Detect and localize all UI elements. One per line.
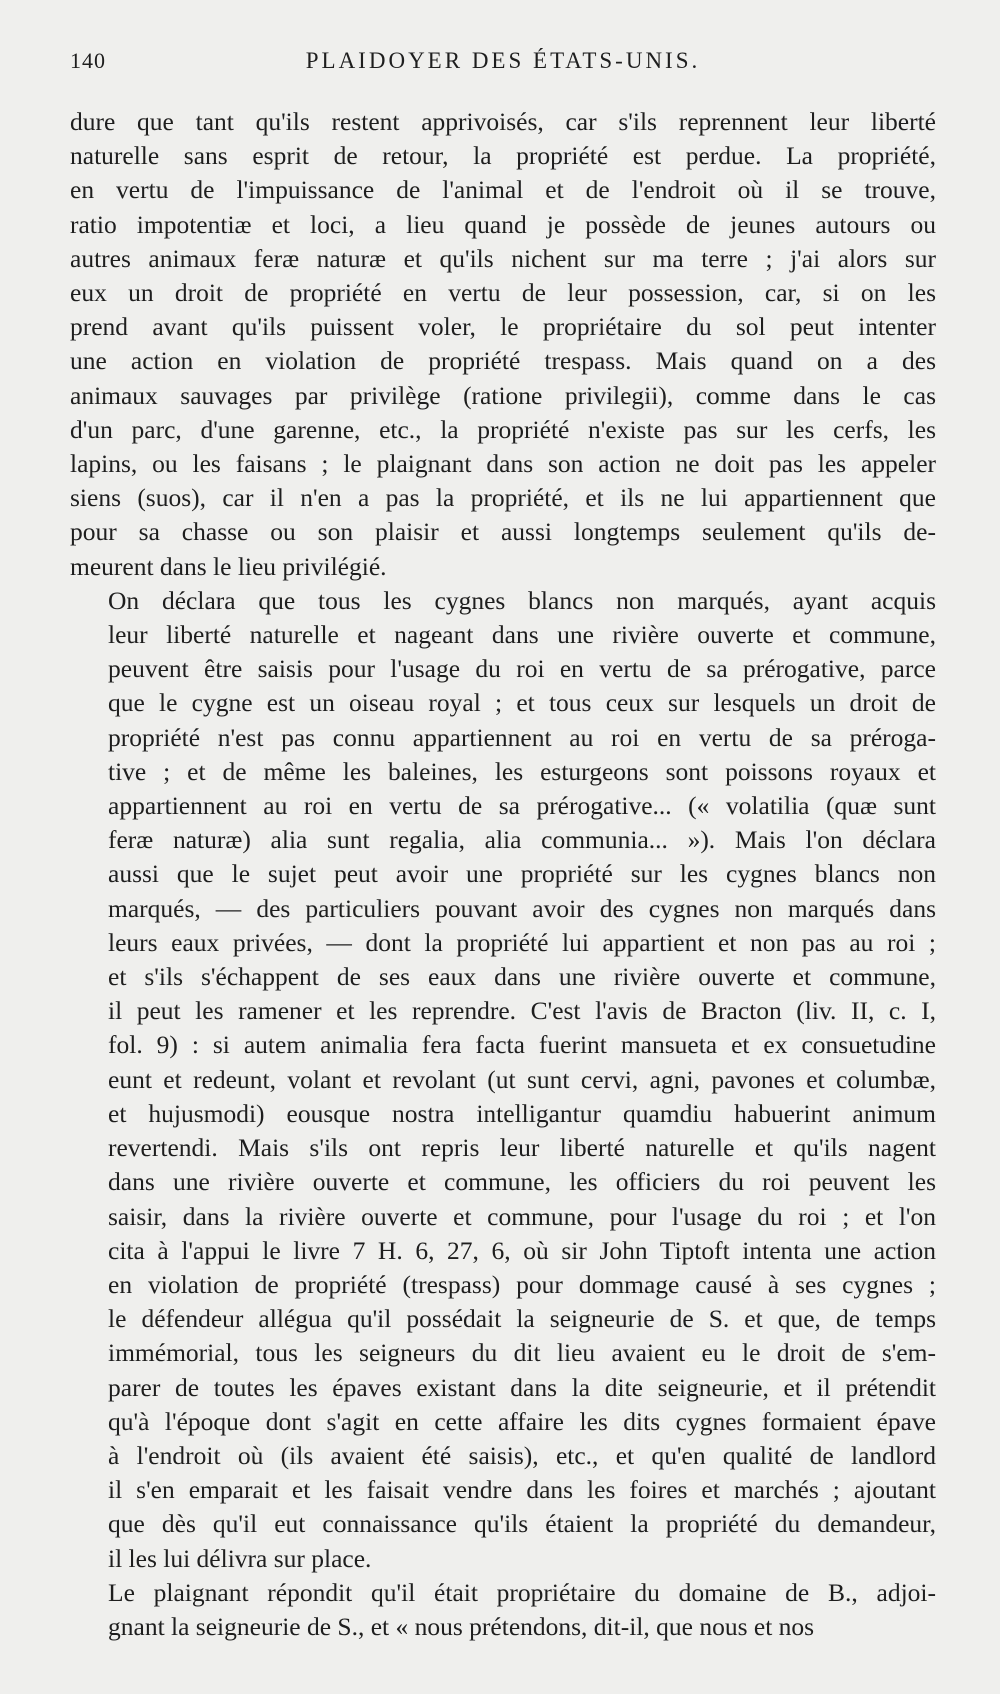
text-line: à l'endroit où (ils avaient été saisis), etc., et qu'en qualité de landlord [108, 1440, 936, 1470]
text-line: il les lui délivra sur place. [108, 1543, 372, 1573]
text-line: que dès qu'il eut connaissance qu'ils étaient la propriété du demandeur, [108, 1509, 936, 1539]
text-line: revertendi. Mais s'ils ont repris leur liberté naturelle et qu'ils nagent [108, 1133, 936, 1163]
text-line: naturelle sans esprit de retour, la propriété est perdue. La propriété, [70, 141, 936, 171]
text-line: On déclara que tous les cygnes blancs non marqués, ayant acquis [108, 585, 936, 615]
text-line: animaux sauvages par privilège (ratione privilegii), comme dans le cas [70, 380, 936, 410]
text-line: dure que tant qu'ils restent apprivoisés, car s'ils reprennent leur liberté [70, 107, 936, 136]
page-header [70, 48, 936, 88]
text-line: appartiennent au roi en vertu de sa prérogative... (« volatilia (quæ sunt [108, 791, 936, 821]
text-line: cita à l'appui le livre 7 H. 6, 27, 6, où sir John Tiptoft intenta une action [108, 1235, 936, 1265]
text-line: feræ naturæ) alia sunt regalia, alia communia... »). Mais l'on déclara [108, 825, 936, 855]
text-line: il s'en emparait et les faisait vendre dans les foires et marchés ; ajoutant [108, 1475, 936, 1505]
text-line: dans une rivière ouverte et commune, les officiers du roi peuvent les [108, 1167, 936, 1197]
text-line: siens (suos), car il n'en a pas la propriété, et ils ne lui appartiennent que [70, 483, 936, 513]
text-line: meurent dans le lieu privilégié. [70, 551, 387, 581]
text-line: pour sa chasse ou son plaisir et aussi longtemps seulement qu'ils de- [70, 517, 936, 547]
text-line: une action en violation de propriété trespass. Mais quand on a des [70, 346, 936, 376]
text-line: que le cygne est un oiseau royal ; et tous ceux sur lesquels un droit de [108, 688, 936, 718]
text-line: aussi que le sujet peut avoir une propriété sur les cygnes blancs non [108, 859, 936, 889]
text-line: eux un droit de propriété en vertu de leur possession, car, si on les [70, 278, 936, 308]
text-line: marqués, — des particuliers pouvant avoir des cygnes non marqués dans [108, 893, 936, 923]
text-line: en violation de propriété (trespass) pour dommage causé à ses cygnes ; [108, 1269, 936, 1299]
paragraph-1 [70, 105, 936, 584]
text-line: eunt et redeunt, volant et revolant (ut sunt cervi, agni, pavones et columbæ, [108, 1064, 936, 1094]
text-line: leur liberté naturelle et nageant dans une rivière ouverte et commune, [108, 620, 936, 650]
text-line: ratio impotentiæ et loci, a lieu quand je possède de jeunes autours ou [70, 209, 936, 239]
text-line: tive ; et de même les baleines, les esturgeons sont poissons royaux et [108, 756, 936, 786]
text-line: le défendeur allégua qu'il possédait la seigneurie de S. et que, de temps [108, 1304, 936, 1334]
text-line: qu'à l'époque dont s'agit en cette affaire les dits cygnes formaient épave [108, 1406, 936, 1436]
text-line: il peut les ramener et les reprendre. C'est l'avis de Bracton (liv. II, c. I, [108, 996, 936, 1026]
text-line: Le plaignant répondit qu'il était propriétaire du domaine de B., adjoi- [108, 1577, 936, 1607]
text-line: gnant la seigneurie de S., et « nous prétendons, dit-il, que nous et nos [108, 1611, 815, 1641]
text-line: et hujusmodi) eousque nostra intelligantur quamdiu habuerint animum [108, 1098, 936, 1128]
text-line: parer de toutes les épaves existant dans la dite seigneurie, et il prétendit [108, 1372, 936, 1402]
paragraph-2 [70, 584, 936, 1576]
text-line: lapins, ou les faisans ; le plaignant dans son action ne doit pas les appeler [70, 449, 936, 479]
text-line: prend avant qu'ils puissent voler, le propriétaire du sol peut intenter [70, 312, 936, 342]
text-line: en vertu de l'impuissance de l'animal et de l'endroit où il se trouve, [70, 175, 936, 205]
running-title: PLAIDOYER DES ÉTATS-UNIS. [305, 48, 701, 73]
paragraph-3 [70, 1576, 936, 1644]
text-line: saisir, dans la rivière ouverte et commune, pour l'usage du roi ; et l'on [108, 1201, 936, 1231]
text-line: peuvent être saisis pour l'usage du roi en vertu de sa prérogative, parce [108, 654, 936, 684]
page-number: 140 [70, 48, 106, 73]
text-line: leurs eaux privées, — dont la propriété lui appartient et non pas au roi ; [108, 927, 936, 957]
text-line: propriété n'est pas connu appartiennent au roi en vertu de sa préroga- [108, 722, 936, 752]
text-line: d'un parc, d'une garenne, etc., la propriété n'existe pas sur les cerfs, les [70, 414, 936, 444]
text-line: autres animaux feræ naturæ et qu'ils nichent sur ma terre ; j'ai alors sur [70, 243, 936, 273]
text-line: et s'ils s'échappent de ses eaux dans une rivière ouverte et commune, [108, 962, 936, 992]
text-line: fol. 9) : si autem animalia fera facta fuerint mansueta et ex consuetudine [108, 1030, 936, 1060]
text-line: immémorial, tous les seigneurs du dit lieu avaient eu le droit de s'em- [108, 1338, 936, 1368]
body-text [70, 105, 936, 1644]
